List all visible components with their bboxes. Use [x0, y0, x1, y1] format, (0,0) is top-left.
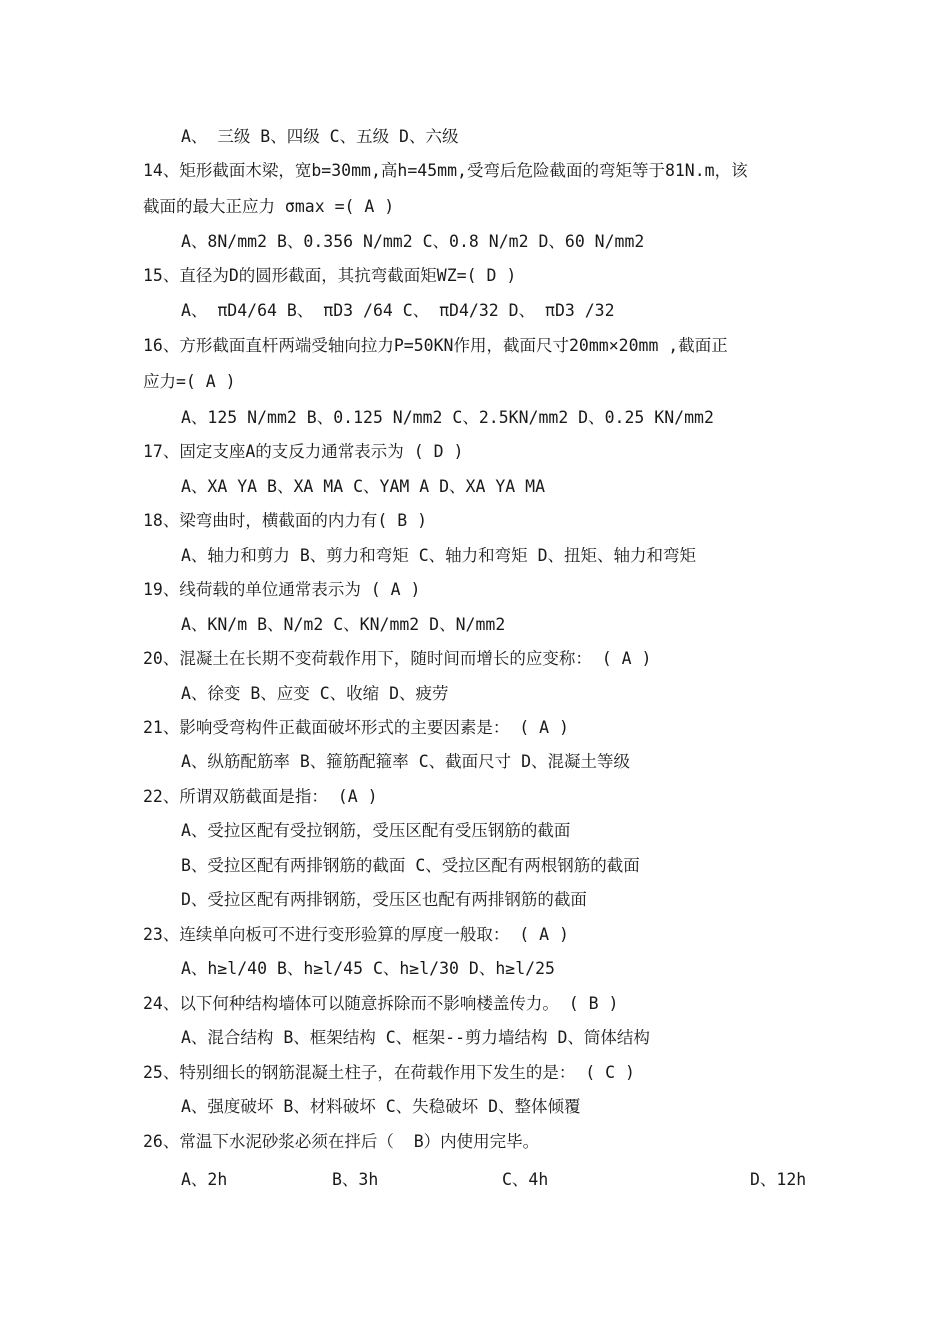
- option-c: C、4h: [502, 1170, 549, 1189]
- question-15: 15、直径为D的圆形截面，其抗弯截面矩WZ=( D ): [143, 266, 517, 285]
- option-a: A、2h: [181, 1170, 228, 1189]
- question-25: 25、特别细长的钢筋混凝土柱子，在荷载作用下发生的是： ( C ): [143, 1063, 635, 1082]
- question-21: 21、影响受弯构件正截面破坏形式的主要因素是： ( A ): [143, 718, 569, 737]
- option-line: D、受拉区配有两排钢筋，受压区也配有两排钢筋的截面: [181, 890, 587, 909]
- option-line: A、强度破坏 B、材料破坏 C、失稳破坏 D、整体倾覆: [181, 1097, 581, 1116]
- question-17: 17、固定支座A的支反力通常表示为 ( D ): [143, 442, 464, 461]
- question-18: 18、梁弯曲时，横截面的内力有( B ): [143, 511, 428, 530]
- question-16-continued: 应力=( A ): [143, 372, 236, 391]
- option-line: A、 πD4/64 B、 πD3 /64 C、 πD4/32 D、 πD3 /32: [181, 301, 615, 320]
- question-14: 14、矩形截面木梁，宽b=30mm,高h=45mm,受弯后危险截面的弯矩等于81N.m，该: [143, 161, 748, 180]
- question-14-continued: 截面的最大正应力 σmax =( A ): [143, 197, 395, 216]
- option-line: A、 三级 B、四级 C、五级 D、六级: [181, 127, 459, 146]
- option-line: A、徐变 B、应变 C、收缩 D、疲劳: [181, 684, 449, 703]
- option-line: A、纵筋配筋率 B、箍筋配箍率 C、截面尺寸 D、混凝土等级: [181, 752, 631, 771]
- option-line: A、8N/mm2 B、0.356 N/mm2 C、0.8 N/m2 D、60 N/mm2: [181, 232, 645, 251]
- option-line: A、XA YA B、XA MA C、YAM A D、XA YA MA: [181, 477, 546, 496]
- option-line: A、125 N/mm2 B、0.125 N/mm2 C、2.5KN/mm2 D、0.25 KN/mm2: [181, 408, 714, 427]
- option-line: B、受拉区配有两排钢筋的截面 C、受拉区配有两根钢筋的截面: [181, 856, 640, 875]
- question-26: 26、常温下水泥砂浆必须在拌后（ B）内使用完毕。: [143, 1132, 540, 1151]
- option-line: A、混合结构 B、框架结构 C、框架--剪力墙结构 D、筒体结构: [181, 1028, 650, 1047]
- question-24: 24、以下何种结构墙体可以随意拆除而不影响楼盖传力。 ( B ): [143, 994, 619, 1013]
- option-line: A、轴力和剪力 B、剪力和弯矩 C、轴力和弯矩 D、扭矩、轴力和弯矩: [181, 546, 697, 565]
- option-line: A、KN/m B、N/m2 C、KN/mm2 D、N/mm2: [181, 615, 506, 634]
- option-line-spaced: [181, 1166, 813, 1194]
- option-line: A、受拉区配有受拉钢筋，受压区配有受压钢筋的截面: [181, 821, 571, 840]
- question-19: 19、线荷载的单位通常表示为 ( A ): [143, 580, 421, 599]
- option-line: A、h≥l/40 B、h≥l/45 C、h≥l/30 D、h≥l/25: [181, 959, 555, 978]
- question-20: 20、混凝土在长期不变荷载作用下，随时间而增长的应变称： ( A ): [143, 649, 652, 668]
- question-16: 16、方形截面直杆两端受轴向拉力P=50KN作用，截面尺寸20mm×20mm ,截面正: [143, 336, 728, 355]
- question-23: 23、连续单向板可不进行变形验算的厚度一般取： ( A ): [143, 925, 569, 944]
- option-b: B、3h: [332, 1170, 379, 1189]
- option-d: D、12h: [750, 1170, 807, 1189]
- question-22: 22、所谓双筋截面是指： (A ): [143, 787, 378, 806]
